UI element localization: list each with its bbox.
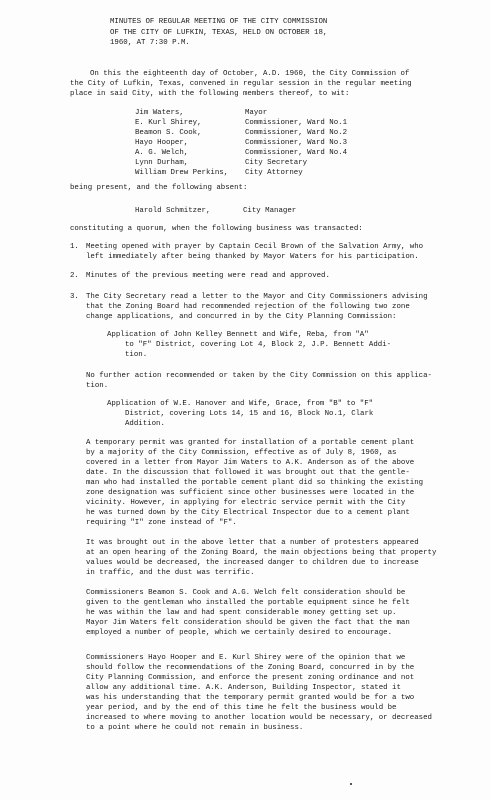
member-title: City Attorney bbox=[245, 169, 303, 177]
member-title: Commissioner, Ward No.1 bbox=[245, 119, 348, 127]
item-text bbox=[86, 292, 428, 322]
member-title: Commissioner, Ward No.2 bbox=[245, 129, 348, 137]
item-line: left immediately after being thanked by Mayor Waters for his participation. bbox=[86, 253, 419, 261]
title-line-1: MINUTES OF REGULAR MEETING OF THE CITY COMMISSION bbox=[110, 18, 328, 26]
member-name: Hayo Hooper, bbox=[135, 139, 189, 147]
application-2 bbox=[107, 399, 373, 429]
paragraph-line: A temporary permit was granted for installation of a portable cement plant bbox=[86, 439, 415, 447]
member-row bbox=[135, 138, 347, 148]
application-line: Application of W.E. Hanover and Wife, Grace, from "B" to "F" bbox=[107, 400, 374, 408]
member-title: Mayor bbox=[245, 109, 268, 117]
application-line: tion. bbox=[125, 351, 148, 359]
item-line: The City Secretary read a letter to the Mayor and City Commissioners advising bbox=[86, 293, 428, 301]
title-line-2: OF THE CITY OF LUFKIN, TEXAS, HELD ON OCTOBER 18, bbox=[110, 28, 328, 37]
member-row bbox=[135, 108, 267, 118]
member-title: Commissioner, Ward No.4 bbox=[245, 149, 348, 157]
item-text bbox=[86, 242, 423, 262]
absent-title: City Manager bbox=[243, 207, 297, 215]
paragraph-line: Commissioners Beamon S. Cook and A.G. Welch felt consideration should be bbox=[86, 589, 406, 597]
member-row bbox=[135, 168, 303, 178]
quorum-text: constituting a quorum, when the following business was transacted: bbox=[70, 225, 363, 233]
paragraph-line: was his understanding that the temporary permit granted would be for a two bbox=[86, 694, 415, 702]
item-line: Minutes of the previous meeting were read and approved. bbox=[86, 272, 330, 280]
member-name: E. Kurl Shirey, bbox=[135, 119, 202, 127]
paragraph-line: increased to where moving to another location would be necessary, or decreased bbox=[86, 714, 432, 722]
commissioners-opinion-paragraph bbox=[86, 653, 432, 733]
paragraph-line: No further action recommended or taken by the City Commission on this applica- bbox=[86, 372, 432, 380]
commissioners-consideration-paragraph bbox=[86, 588, 410, 638]
item-line: change applications, and concurred in by the City Planning Commission: bbox=[86, 313, 397, 321]
member-title: City Secretary bbox=[245, 159, 308, 167]
item-line: Meeting opened with prayer by Captain Cecil Brown of the Salvation Army, who bbox=[86, 243, 424, 251]
paragraph-line: covered in a letter from Mayor Jim Waters to A.K. Anderson as of the above bbox=[86, 459, 415, 467]
intro-line: place in said City, with the following members thereof, to wit: bbox=[70, 90, 350, 98]
application-1 bbox=[107, 330, 391, 360]
paragraph-line: at an open hearing of the Zoning Board, the main objections being that property bbox=[86, 549, 437, 557]
paragraph-line: requiring "I" zone instead of "F". bbox=[86, 519, 237, 527]
being-present-text: being present, and the following absent: bbox=[70, 184, 248, 192]
paragraph-line: vicinity. However, in applying for electric service permit with the City bbox=[86, 499, 406, 507]
paragraph-line: Mayor Jim Waters felt consideration should be given the fact that the man bbox=[86, 619, 410, 627]
paragraph-line: zone designation was sufficient since other businesses were located in the bbox=[86, 489, 415, 497]
intro-paragraph bbox=[70, 69, 412, 99]
paragraph-line: employed a number of people, which we certainly desired to encourage. bbox=[86, 629, 393, 637]
paragraph-line: he was within the law and had spent considerable money getting set up. bbox=[86, 609, 397, 617]
member-row bbox=[135, 158, 307, 168]
paragraph-line: man who had installed the portable cement plant did so thinking the existing bbox=[86, 479, 424, 487]
member-name: Beamon S. Cook, bbox=[135, 129, 202, 137]
item-line: that the Zoning Board had recommended rejection of the following two zone bbox=[86, 303, 410, 311]
paragraph-line: to a point where he could not remain in business. bbox=[86, 724, 304, 732]
item-number: 1. bbox=[70, 243, 79, 251]
page-speck-mark bbox=[350, 783, 352, 785]
paragraph-line: tion. bbox=[86, 382, 109, 390]
member-row bbox=[135, 118, 347, 128]
member-row bbox=[135, 128, 347, 138]
paragraph-line: he was turned down by the City Electrical Inspector due to a cement plant bbox=[86, 509, 410, 517]
no-further-action bbox=[86, 371, 432, 391]
paragraph-line: Commissioners Hayo Hooper and E. Kurl Shirey were of the opinion that we bbox=[86, 654, 406, 662]
absent-row bbox=[135, 206, 296, 216]
paragraph-line: should follow the recommendations of the Zoning Board, concurred in by the bbox=[86, 664, 415, 672]
paragraph-line: year period, and by the end of this time he felt the business would be bbox=[86, 704, 397, 712]
item-number: 2. bbox=[70, 272, 79, 280]
paragraph-line: in traffic, and the dust was terrific. bbox=[86, 569, 255, 577]
item-text bbox=[86, 271, 330, 281]
paragraph-line: It was brought out in the above letter that a number of protesters appeared bbox=[86, 539, 419, 547]
member-name: William Drew Perkins, bbox=[135, 169, 229, 177]
member-name: Jim Waters, bbox=[135, 109, 184, 117]
item-number: 3. bbox=[70, 293, 79, 301]
member-title: Commissioner, Ward No.3 bbox=[245, 139, 348, 147]
application-line: Addition. bbox=[125, 420, 165, 428]
intro-line: the City of Lufkin, Texas, convened in regular session in the regular meeting bbox=[70, 80, 412, 88]
paragraph-line: by a majority of the City Commission, effective as of July 8, 1960, as bbox=[86, 449, 397, 457]
title-line-3: 1960, AT 7:30 P.M. bbox=[110, 39, 190, 47]
application-line: to "F" District, covering Lot 4, Block 2, J.P. Bennett Addi- bbox=[125, 341, 392, 349]
member-row bbox=[135, 148, 347, 158]
paragraph-line: City Planning Commission, and enforce the present zoning ordinance and not bbox=[86, 674, 415, 682]
intro-line: On this the eighteenth day of October, A.D. 1960, the City Commission of bbox=[90, 70, 410, 78]
temporary-permit-paragraph bbox=[86, 438, 423, 528]
paragraph-line: given to the gentleman who installed the portable equipment since he felt bbox=[86, 599, 410, 607]
protest-paragraph bbox=[86, 538, 436, 578]
member-name: A. G. Welch, bbox=[135, 149, 189, 157]
paragraph-line: date. In the discussion that followed it was brought out that the gentle- bbox=[86, 469, 410, 477]
application-line: Application of John Kelley Bennett and Wife, Reba, from "A" bbox=[107, 331, 369, 339]
absent-name: Harold Schmitzer, bbox=[135, 207, 211, 215]
application-line: District, covering Lots 14, 15 and 16, Block No.1, Clark bbox=[125, 410, 374, 418]
minutes-title bbox=[110, 17, 410, 49]
member-name: Lynn Durham, bbox=[135, 159, 189, 167]
paragraph-line: values would be decreased, the increased danger to children due to increase bbox=[86, 559, 419, 567]
paragraph-line: allow any additional time. A.K. Anderson, Building Inspector, stated it bbox=[86, 684, 401, 692]
